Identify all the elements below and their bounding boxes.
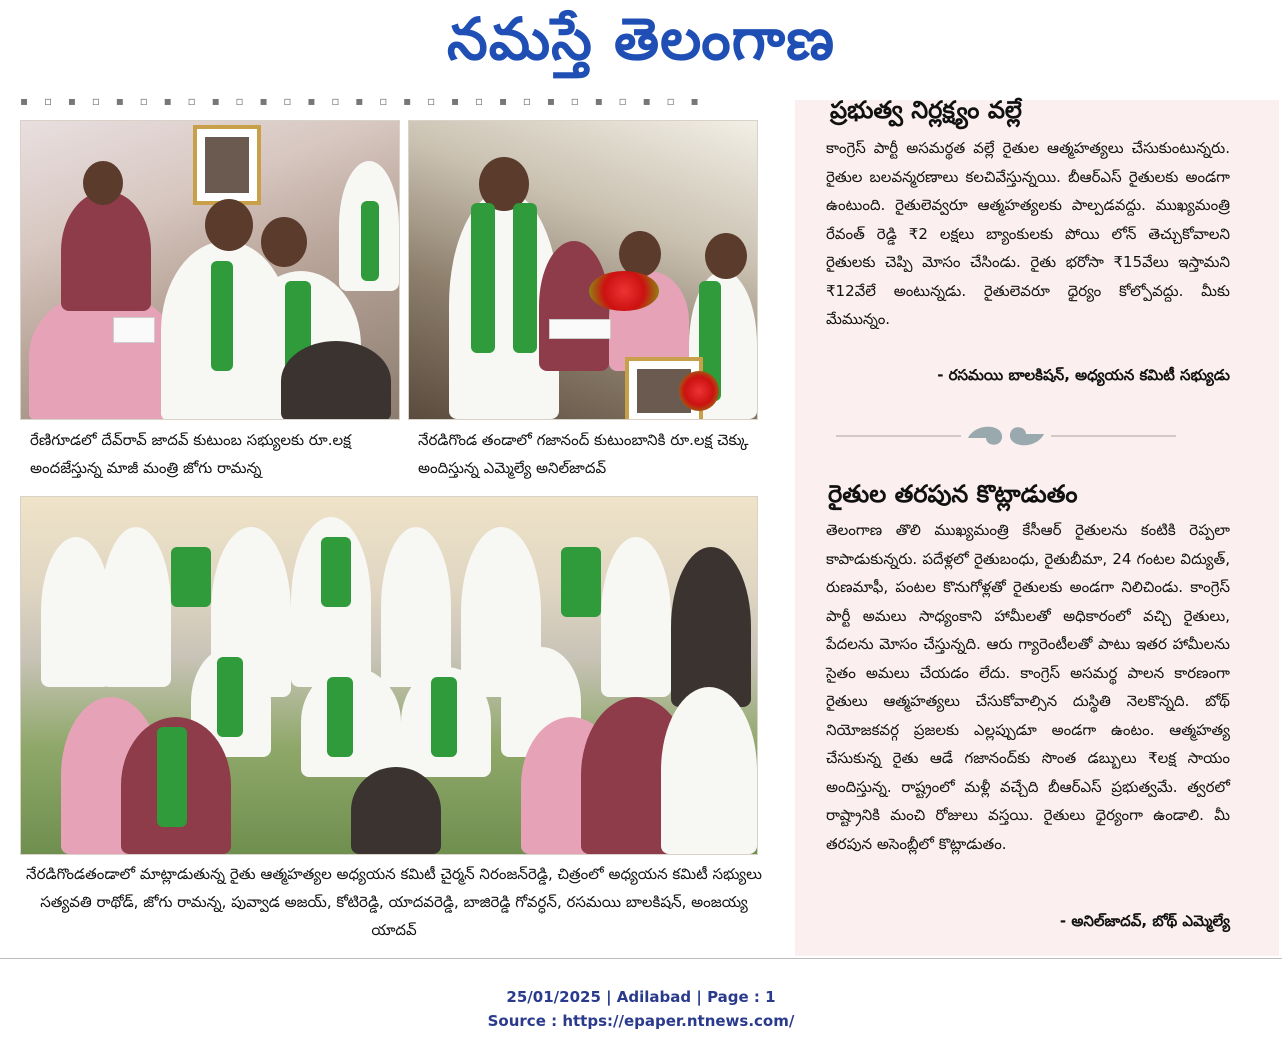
person-figure [351, 767, 441, 854]
photo-caption-2: నేరడిగొండ తండాలో గజానంద్ కుటుంబానికి రూ.లక్ష చెక్కు అందిస్తున్న ఎమ్మెల్యే అనిల్‌జాదవ్ [418, 431, 749, 477]
document-paper [113, 317, 155, 343]
green-scarf [361, 201, 379, 281]
green-scarf [157, 727, 187, 827]
green-scarf [171, 547, 211, 607]
person-figure [61, 191, 151, 311]
person-head [705, 233, 747, 279]
green-scarf [431, 677, 457, 757]
person-figure [671, 547, 751, 707]
flower-garland [679, 371, 719, 411]
person-figure [101, 527, 171, 687]
photo-caption-1: రేణిగూడలో దేవ్‌రావ్ జాదవ్ కుటుంబ సభ్యులకు రూ.లక్ష అందజేస్తున్న మాజీ మంత్రి జోగు రామన్న [30, 431, 351, 477]
person-figure [661, 687, 757, 854]
photo-committee-meeting [20, 496, 758, 855]
ornament-divider [836, 416, 1176, 456]
sidebar-byline-2: - అనిల్‌జాదవ్, బోథ్ ఎమ్మెల్యే [1059, 912, 1230, 930]
person-head [261, 217, 307, 267]
photo-family-condolence [20, 120, 400, 420]
flower-garland [589, 271, 659, 311]
footer-source-link[interactable]: Source : https://epaper.ntnews.com/ [487, 1012, 795, 1030]
sidebar-body-2: తెలంగాణ తొలి ముఖ్యమంత్రి కేసీఆర్ రైతులను కంటికి రెప్పలా కాపాడుకున్నరు. పదేళ్లలో రైతుబంధు, రైతుబీమా, 24 గంటల విద్యుత్, రుణమాఫీ, పంటల కొనుగోళ్లతో రైతులకు అండగా నిలిచిండు. కాంగ్రెస్ పార్టీ అమలు సాధ్యంకాని హామీలతో అధికారంలో వచ్చి రైతులు, పేదలను మోసం చేస్తున్నది. ఆరు గ్యారెంటీలతో పాటు ఇతర హామీలను సైతం అమలు చేయడం లేదు. కాంగ్రెస్ అసమర్థ పాలన కారణంగా రైతులు ఆత్మహత్యలు చేసుకోవాల్సిన దుస్థితి నెలకొన్నది. బోథ్ నియోజకవర్గ ప్రజలకు ఎల్లప్పుడూ అండగా ఉంటం. ఆత్మహత్య చేసుకున్న రైతు ఆడే గజానంద్‌కు సొంత డబ్బులు ₹లక్ష సాయం అందిస్తున్న. రాష్ట్రంలో మళ్లీ వచ్చేది బీఆర్‌ఎస్ ప్రభుత్వమే. త్వరలో రాష్ట్రానికి మంచి రోజులు వస్తయి. రైతులు ధైర్యంగా ఉండాలి. మీ తరపున అసెంబ్లీలో కొట్లాడుతం. [826, 521, 1230, 853]
cropped-text-strip: ▪ ▫ ▪ ▫ ▪ ▫ ▪ ▫ ▪ ▫ ▪ ▫ ▪ ▫ ▪ ▫ ▪ ▫ ▪ ▫ ▪ ▫ ▪ ▫ ▪ ▫ ▪ ▫ ▪ [20, 94, 705, 108]
person-figure [601, 537, 671, 697]
person-figure [281, 341, 391, 420]
person-head [83, 161, 123, 205]
footer-date-edition: 25/01/2025 | Adilabad | Page : 1 [506, 988, 776, 1006]
newspaper-masthead: నమస్తే తెలంగాణ [447, 5, 835, 73]
green-scarf [211, 261, 233, 371]
person-head [205, 199, 253, 251]
photo-caption-3: నేరడిగొండతండాలో మాట్లాడుతున్న రైతు ఆత్మహత్యల అధ్యయన కమిటీ చైర్మన్ నిరంజన్‌రెడ్డి, చిత్రంలో అధ్యయన కమిటీ సభ్యులు సత్యవతి రాథోడ్, జోగు రామన్న, పువ్వాడ అజయ్, కోటిరెడ్డి, యాదవరెడ్డి, బాజిరెడ్డి గోవర్ధన్, రసమయి బాలకిషన్, అంజయ్య యాదవ్ [26, 865, 762, 939]
sidebar-byline-1: - రసమయి బాలకిషన్, అధ్యయన కమిటీ సభ్యుడు [937, 366, 1230, 384]
page-divider [0, 958, 1282, 959]
person-figure [381, 527, 451, 687]
cheque-paper [549, 319, 611, 339]
green-scarf [327, 677, 353, 757]
green-scarf [561, 547, 601, 617]
green-scarf [471, 203, 495, 353]
green-scarf [217, 657, 243, 737]
green-scarf [321, 537, 351, 607]
person-figure [539, 241, 609, 371]
sidebar-body-1: కాంగ్రెస్ పార్టీ అసమర్థత వల్లే రైతుల ఆత్మహత్యలు చేసుకుంటున్నరు. రైతుల బలవన్మరణాలు కలచివేస్తున్నయి. బీఆర్‌ఎస్ రైతులకు అండగా ఉంటుంది. రైతులెవ్వరూ ఆత్మహత్యలకు పాల్పడవద్దు. ముఖ్యమంత్రి రేవంత్ రెడ్డి ₹2 లక్షలు బ్యాంకులకు పోయి లోన్ తెచ్చుకోవాలని రైతులకు చెప్పి మోసం చేసిండు. రైతు భరోసా ₹15వేలు ఇస్తామని ₹12వేలే అంటున్నడు. రైతులెవరూ ధైర్యం కోల్పోవద్దు. మీకు మేమున్నం. [826, 139, 1230, 328]
sidebar-heading-1: ప్రభుత్వ నిర్లక్ష్యం వల్లే [830, 96, 1022, 124]
portrait-frame [193, 125, 261, 205]
photo-cheque-handover [408, 120, 758, 420]
sidebar-heading-2: రైతుల తరపున కొట్లాడుతం [828, 480, 1078, 508]
green-scarf [513, 203, 537, 353]
